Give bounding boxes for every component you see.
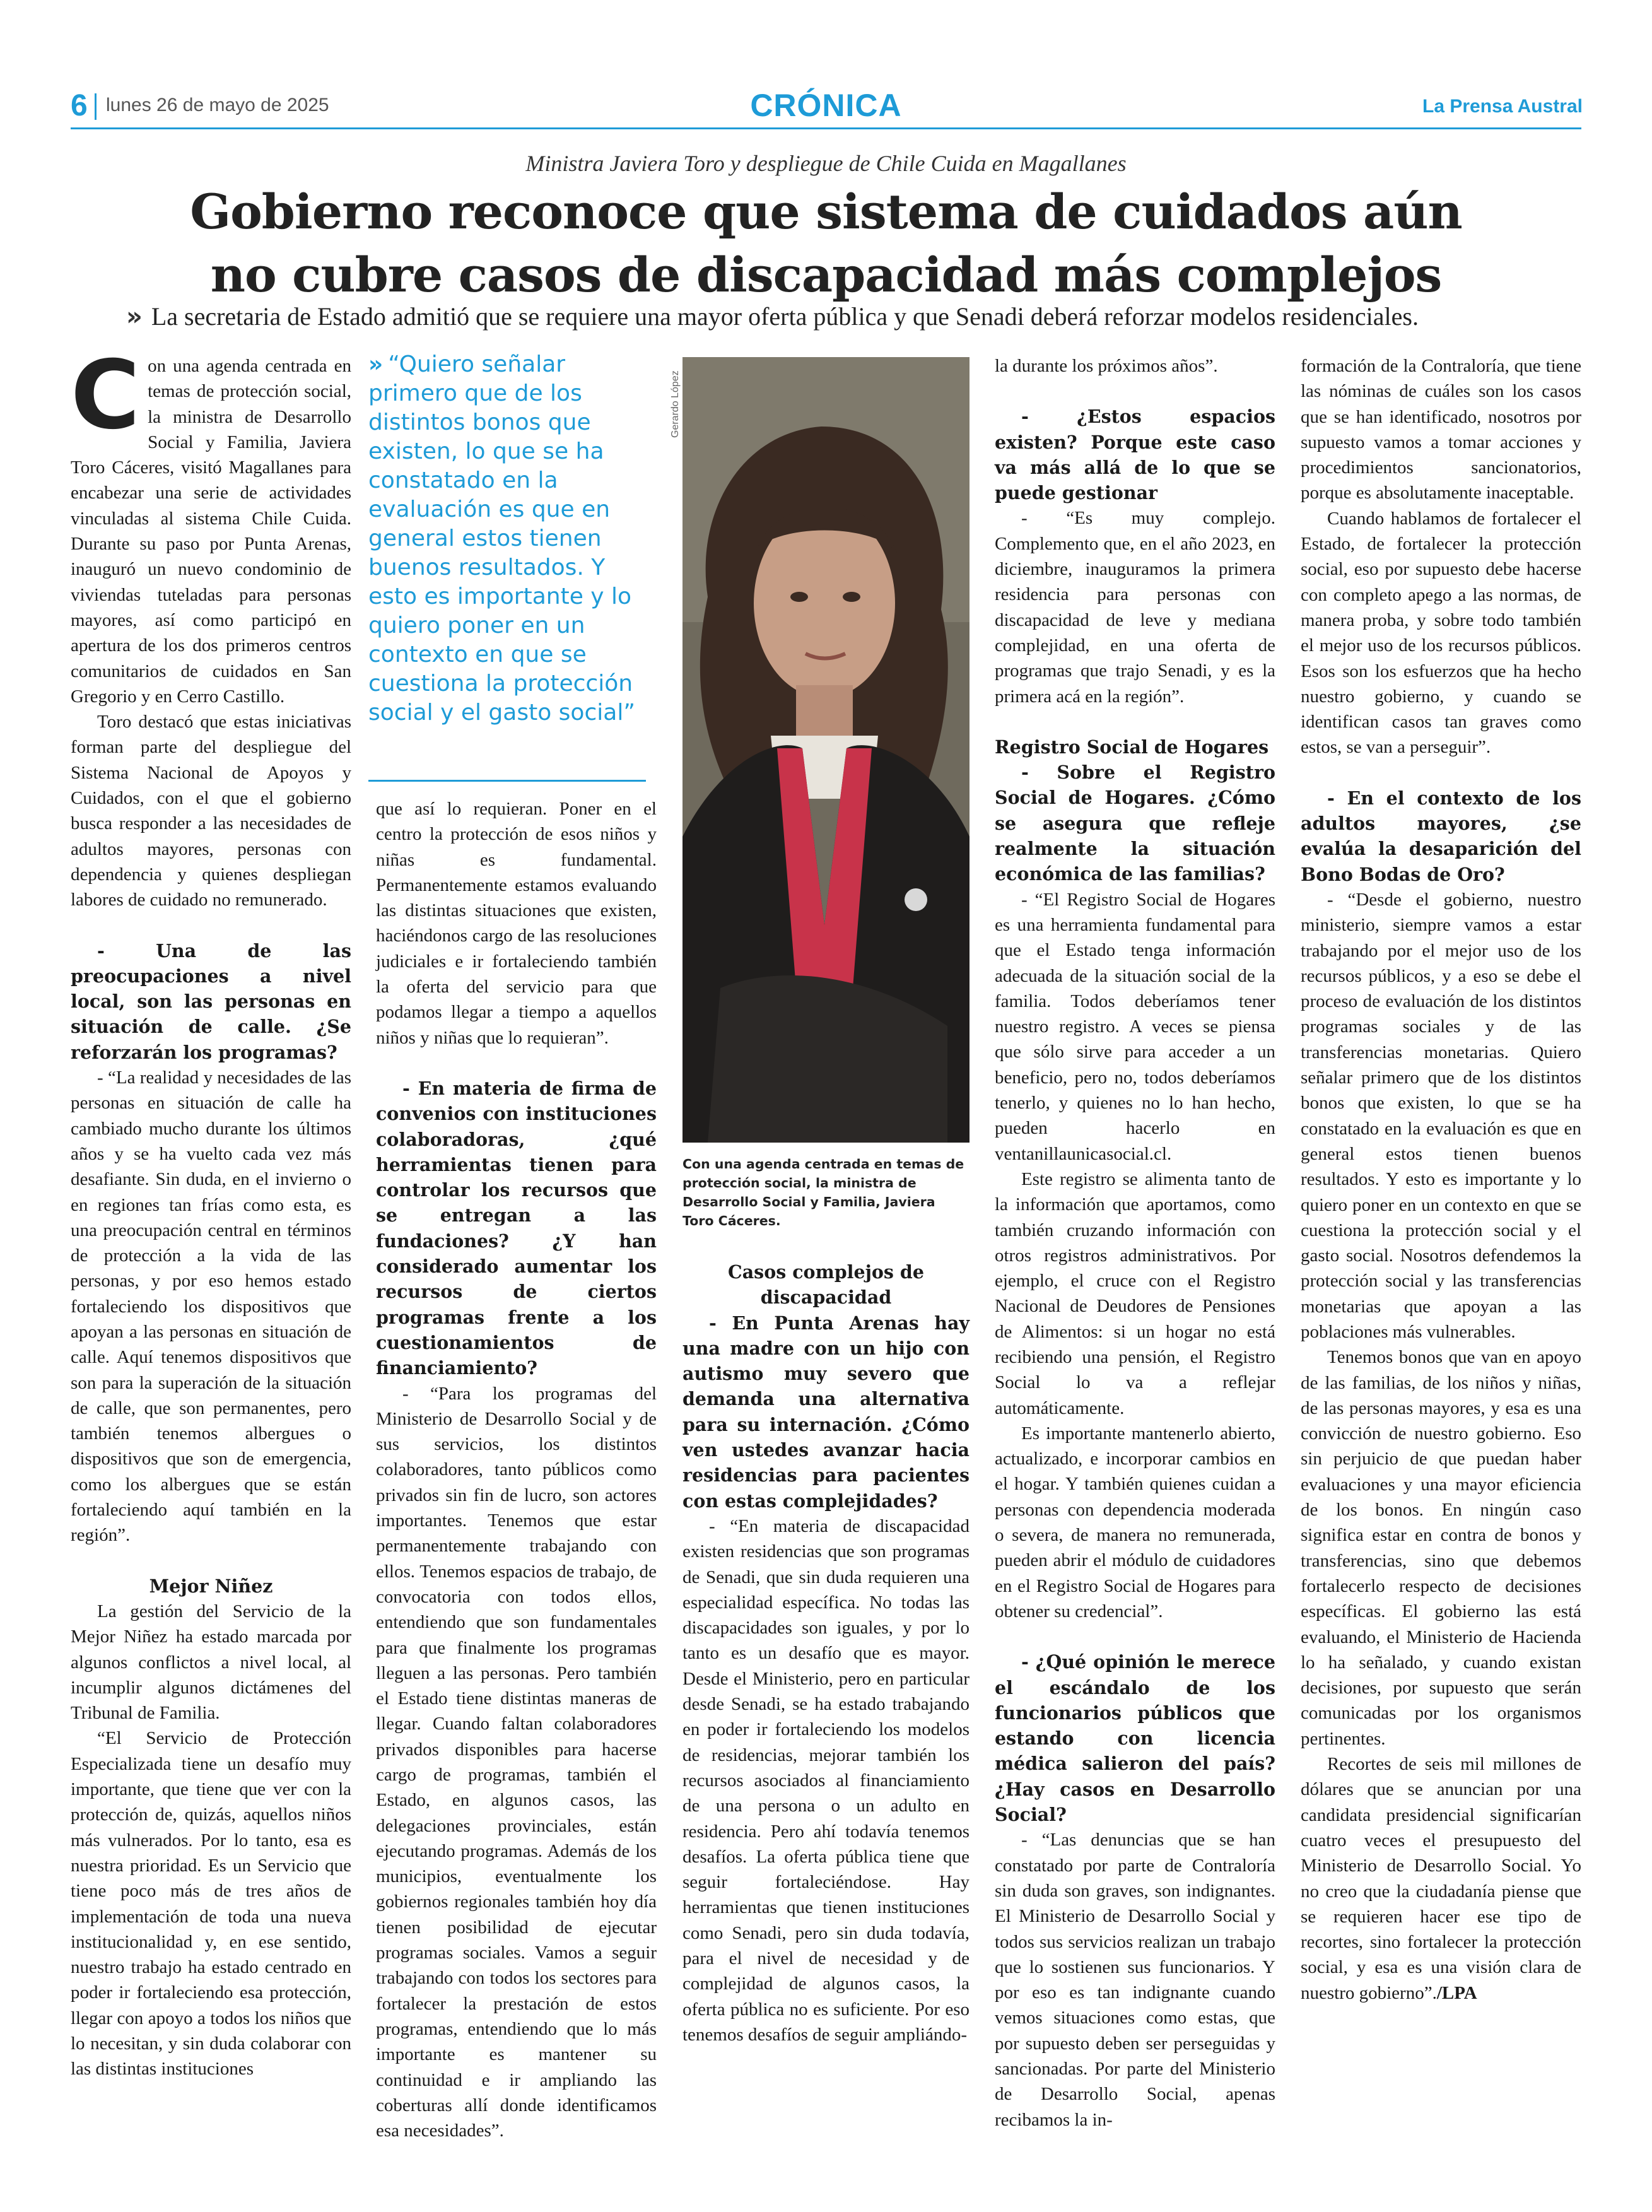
body-paragraph: “El Servicio de Protección Especializada tiene un desafío muy importante, que tiene que ver con la protección de, quizás, aquellos niños más vulnerados. Por lo tanto, esa es nuestra prioridad. Es un Servicio que tiene poco más de tres años de implementación de toda una nueva institucionalidad y, en ese sentido, nuestro trabajo ha estado centrado en poder ir fortaleciendo esa protección, llegar con apoyo a todos los niños que lo necesitan, y sin duda colaborar con las distintas instituciones	[71, 1728, 351, 2080]
column-2	[376, 796, 657, 2143]
issue-date: lunes 26 de mayo de 2025	[106, 95, 329, 115]
body-paragraph: formación de la Contraloría, que tiene las nóminas de cuáles son los casos que se han identificado, nosotros por supuesto vamos a tomar acciones y procedimientos sancionatorios, porque es absolutamente inaceptable.	[1301, 356, 1581, 503]
question: - Sobre el Registro Social de Hogares. ¿Cómo se asegura que refleje realmente la situación económica de las familias?	[995, 762, 1275, 885]
body-paragraph: Este registro se alimenta tanto de la información que aportamos, como también cruzando información con otros registros administrativos. Por ejemplo, el cruce con el Registro Nacional de Deudores de Pensiones de Alimentos: si un hogar no está recibiendo una pensión, el Registro Social lo va a reflejar automáticamente.	[995, 1168, 1275, 1418]
body-paragraph: que así lo requieran. Poner en el centro la protección de esos niños y niñas es fundamental. Permanentemente estamos evaluando las distintas situaciones que existen, haciéndonos cargo de las resoluciones judiciales e ir fortaleciendo también la oferta del servicio para que podamos llegar a tiempo a aquellos niños y niñas que lo requieran”.	[376, 799, 657, 1048]
lead-text: La secretaria de Estado admitió que se requiere una mayor oferta pública y que Senadi deberá reforzar modelos residenciales.	[151, 302, 1419, 331]
subheading: Registro Social de Hogares	[995, 736, 1269, 758]
headline-line-1: Gobierno reconoce que sistema de cuidados aún	[190, 184, 1462, 240]
question: - En materia de firma de convenios con instituciones colaboradoras, ¿qué herramientas tienen para controlar los recursos que se entregan a las fundaciones? ¿Y han considerado aumentar los recursos de ciertos programas frente a los cuestionamientos de financiamiento?	[376, 1077, 657, 1379]
page-number: 6	[71, 89, 88, 122]
double-chevron-icon: »	[126, 302, 143, 331]
publication-name: La Prensa Austral	[1422, 96, 1583, 117]
question: - En Punta Arenas hay una madre con un hijo con autismo muy severo que demanda una alternativa para su internación. ¿Cómo ven ustedes avanzar hacia residencias para pacientes con estas complejidades?	[682, 1312, 970, 1512]
photo-caption: Con una agenda centrada en temas de protección social, la ministra de Desarrollo Social y Familia, Javiera Toro Cáceres.	[682, 1156, 964, 1228]
question: - En el contexto de los adultos mayores, ¿se evalúa la desaparición del Bono Bodas de Oro?	[1301, 787, 1581, 885]
author-signature: /LPA	[1436, 1982, 1477, 2003]
article-lead	[126, 302, 1577, 331]
body-paragraph: Cuando hablamos de fortalecer el Estado, de fortalecer la protección social, eso por supuesto debe hacerse con completo apego a las normas, de manera proba, y sobre todo también el mejor uso de los recursos públicos. Esos son los esfuerzos que ha hecho nuestro gobierno, y cuando se identifican casos tan graves como estos, se van a perseguir”.	[1301, 508, 1581, 758]
answer: - “En materia de discapacidad existen residencias que son programas de Senadi, que sin duda requieren una especialidad específica. No todas las discapacidades son iguales, y por lo tanto es un desafío que es mayor. Desde el Ministerio, pero en particular desde Senadi, se ha estado trabajando en poder ir fortaleciendo los modelos de residencias, mejorar también los recursos asociados al financiamiento de una persona o un adulto en residencia. Pero ahí todavía tenemos desafíos. La oferta pública tiene que seguir fortaleciéndose. Hay herramientas que tienen instituciones como Senadi, pero sin duda todavía, para el nivel de necesidad y de complejidad de algunos casos, la oferta pública no es suficiente. Por eso tenemos desafíos de seguir ampliándo-	[682, 1515, 970, 2045]
answer: - “Desde el gobierno, nuestro ministerio, siempre vamos a estar trabajando por el mejor uso de los recursos públicos, y a eso se debe el proceso de evaluación de los distintos programas sociales y de las transferencias monetarias. Quiero señalar primero que de los distintos bonos que existen, lo que se ha constatado en la evaluación es que en general estos tienen buenos resultados. Y esto es importante y lo quiero poner en un contexto en que se cuestiona la protección social y el gasto social. Nosotros defendemos la protección social y las transferencias monetarias que apoyan a las poblaciones más vulnerables.	[1301, 889, 1581, 1342]
answer: - “Es muy complejo. Complemento que, en el año 2023, en diciembre, inauguramos la primera residencia para personas con discapacidad de leve y mediana complejidad, en una oferta de programas que trajo Senadi, y es la primera acá en la región”.	[995, 508, 1275, 707]
article-kicker: Ministra Javiera Toro y despliegue de Chile Cuida en Magallanes	[525, 151, 1127, 176]
answer: - “Para los programas del Ministerio de Desarrollo Social y de sus servicios, los distintos colaboradores, tanto públicos como privados sin fin de lucro, son actores importantes. Tenemos que estar permanentemente trabajando con ellos. Tenemos espacios de trabajo, de convocatoria con todos ellos, entendiendo que son fundamentales para que finalmente los programas lleguen a las personas. Pero también el Estado tiene distintas maneras de llegar. Cuando faltan colaboradores privados disponibles para hacerse cargo de programas, también el Estado, en algunos casos, las delegaciones provinciales, están ejecutando programas. Además de los municipios, eventualmente los gobiernos regionales también hoy día tienen posibilidad de ejecutar programas sociales. Vamos a seguir trabajando con todos los sectores para fortalecer la prestación de estos programas, entendiendo que lo más importante es mantener su continuidad e ir ampliando las coberturas allí donde identificamos esa necesidades”.	[376, 1383, 657, 2141]
body-paragraph: Toro destacó que estas iniciativas forman parte del despliegue del Sistema Nacional de Apoyos y Cuidados, con el que el gobierno busca responder a las necesidades de adultos mayores, personas con dependencia y quienes despliegan labores de cuidado no remunerado.	[71, 712, 351, 910]
column-5	[1301, 353, 1581, 2006]
answer: - “Las denuncias que se han constatado por parte de Contraloría sin duda son graves, son indignantes. El Ministerio de Desarrollo Social y todos sus servicios realizan un trabajo que lo sostienen sus funcionarios. Y por eso es tan indignante cuando vemos situaciones como estas, que por supuesto deben ser perseguidas y sancionadas. Por parte del Ministerio de Desarrollo Social, apenas recibamos la in-	[995, 1830, 1275, 2130]
body-paragraph: Recortes de seis mil millones de dólares que se anuncian por una candidata presidencial significarían cuatro veces el presupuesto del Ministerio de Desarrollo Social. Yo no creo que la ciudadanía piense que se requieren hacer ese tipo de recortes, sino fortalecer la protección social, y esa es una visión clara de nuestro gobierno”./LPA	[1301, 1754, 1581, 2003]
double-chevron-icon: »	[368, 351, 384, 377]
answer: - “El Registro Social de Hogares es una herramienta fundamental para que el Estado tenga información adecuada de la situación social de la familia. Todos deberíamos tener nuestro registro. A veces se piensa que sólo sirve para acceder a un beneficio, pero no, todos deberíamos tenerlo, y quienes no lo han hecho, pueden hacerlo en ventanillaunicasocial.cl.	[995, 889, 1275, 1164]
article-headline	[0, 180, 1652, 307]
header-rule	[71, 127, 1581, 129]
answer: - “La realidad y necesidades de las personas en situación de calle ha cambiado mucho durante los últimos años y se ha vuelto cada vez más desafiante. Sin duda, en el invierno o en regiones tan frías como esta, es una preocupación central en términos de protección a la vida de las personas, y por eso hemos estado fortaleciendo los dispositivos que apoyan a las personas en situación de calle. Aquí tenemos dispositivos que son para la superación de la situación de calle, que son permanentes, pero también tenemos albergues o dispositivos que son de emergencia, como los albergues que se están fortaleciendo aquí también en la región”.	[71, 1068, 351, 1546]
body-paragraph: Es importante mantenerlo abierto, actualizado, e incorporar cambios en el hogar. Y también quienes cuidan a personas con dependencia moderada o severa, de manera no remunerada, pueden abrir el módulo de cuidadores en el Registro Social de Hogares para obtener su credencial”.	[995, 1423, 1275, 1621]
pull-quote-text: “Quiero señalar primero que de los distintos bonos que existen, lo que se ha constatado en la evaluación es que en general estos tienen buenos resultados. Y esto es importante y lo quiero poner en un contexto en que se cuestiona la protección social y el gasto social”	[368, 351, 635, 726]
column-4	[995, 353, 1275, 2133]
question: - ¿Qué opinión le merece el escándalo de los funcionarios públicos que estando con licencia médica salieron del país? ¿Hay casos en Desarrollo Social?	[995, 1651, 1275, 1826]
body-paragraph: La gestión del Servicio de la Mejor Niñez ha estado marcada por algunos conflictos a nivel local, al incumplir algunos dictámenes del Tribunal de Familia.	[71, 1601, 351, 1724]
intro-paragraph: Con una agenda centrada en temas de protección social, la ministra de Desarrollo Social y Familia, Javiera Toro Cáceres, visitó Magallanes para encabezar una serie de actividades vinculadas al sistema Chile Cuida. Durante su paso por Punta Arenas, inauguró un nuevo condominio de viviendas tuteladas para personas mayores, así como participó en apertura de los dos primeros centros comunitarios de cuidados en San Gregorio y en Cerro Castillo.	[71, 341, 351, 707]
subheading: Mejor Niñez	[149, 1575, 273, 1597]
question: - ¿Estos espacios existen? Porque este caso va más allá de lo que se puede gestionar	[995, 406, 1275, 504]
pull-quote-rule	[368, 780, 646, 782]
question: - Una de las preocupaciones a nivel local, son las personas en situación de calle. ¿Se reforzarán los programas?	[71, 939, 351, 1063]
minister-photo	[682, 357, 970, 1143]
headline-line-2: no cubre casos de discapacidad más complejos	[210, 247, 1442, 303]
column-1	[71, 341, 351, 2082]
section-name: CRÓNICA	[750, 88, 902, 123]
portrait-illustration	[682, 357, 970, 1143]
subheading: Casos complejos de discapacidad	[728, 1261, 924, 1309]
photo-credit: Gerardo López	[670, 370, 681, 438]
column-3	[682, 1259, 970, 2047]
body-paragraph: Tenemos bonos que van en apoyo de las familias, de los niños y niñas, de las personas mayores, y esa es una convicción de nuestro gobierno. Eso sin perjuicio de que puedan haber evaluaciones y una mayor eficiencia de los bonos. En ningún caso significa estar en contra de bonos y transferencias, sino que debemos fortalecerlo respecto de decisiones específicas. El gobierno las está evaluando, el Ministerio de Hacienda lo ha señalado, y cuando existan decisiones, por supuesto que serán comunicadas por los organismos pertinentes.	[1301, 1347, 1581, 1749]
pull-quote	[368, 350, 646, 727]
drop-cap: C	[71, 341, 141, 450]
body-paragraph: la durante los próximos años”.	[995, 356, 1218, 376]
